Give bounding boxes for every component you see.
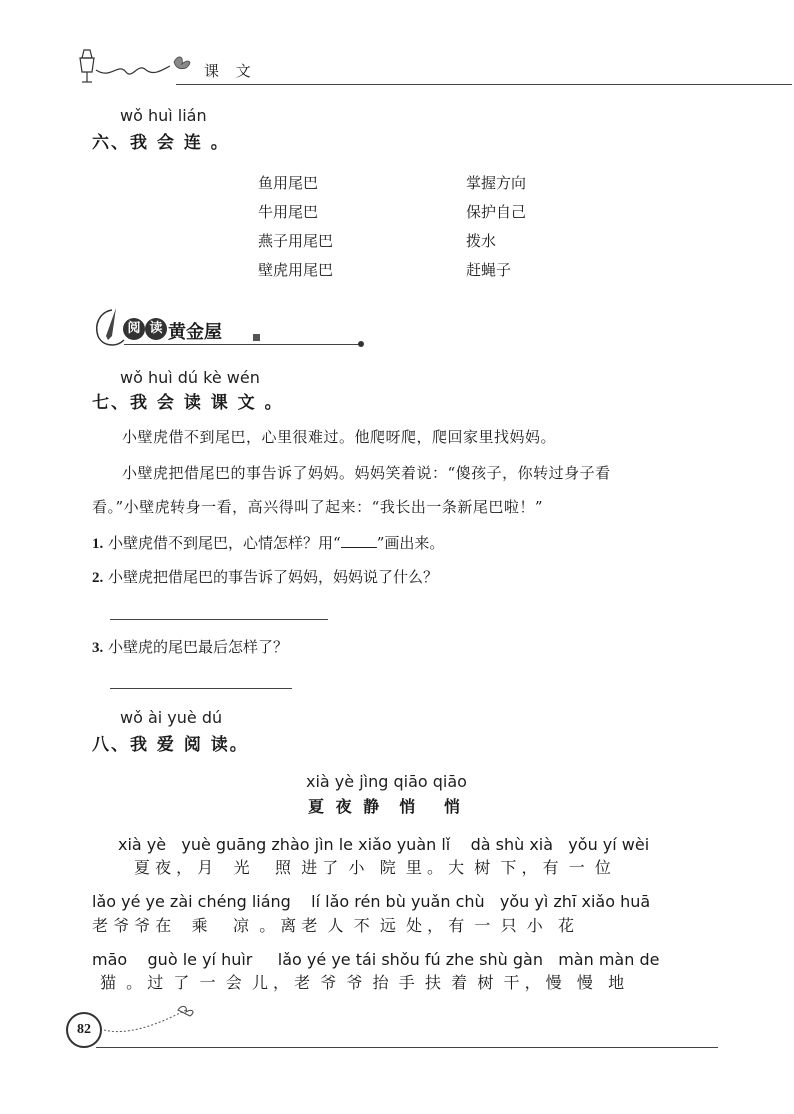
story-line-2-text: 老 爷 爷 在 乘 凉 。 离 老 人 不 远 处 ， 有 一 只 小 花 — [92, 916, 575, 935]
match-left-item[interactable]: 壁虎用尾巴 — [258, 261, 334, 279]
match-left-column — [258, 172, 333, 288]
story-line-1-pinyin: xià yè yuè guāng zhào jìn le xiǎo yuàn lǐ dà shù xià yǒu yí wèi — [118, 835, 650, 854]
match-right-item[interactable]: 掌握方向 — [466, 174, 527, 192]
question-1-text-a: 小壁虎借不到尾巴，心情怎样？用“ — [108, 534, 341, 552]
question-3 — [92, 636, 288, 657]
header-ornament — [66, 44, 206, 88]
underline-sample — [341, 535, 377, 548]
match-right-item[interactable]: 保护自己 — [466, 203, 527, 221]
story-line-2-pinyin: lǎo yé ye zài chéng liáng lí lǎo rén bù yuǎn chù yǒu yì zhī xiǎo huā — [92, 892, 651, 911]
question-2 — [92, 566, 438, 587]
section7-pinyin: wǒ huì dú kè wén — [120, 368, 260, 387]
page-number-badge: 82 — [66, 1012, 102, 1048]
story-line-3-text: 猫 。 过 了 一 会 儿 ， 老 爷 爷 抬 手 扶 着 树 干 ， 慢 慢 地 — [100, 973, 625, 992]
story-title-pinyin: xià yè jìng qiāo qiāo — [306, 772, 467, 791]
match-right-column — [466, 172, 526, 288]
answer-line-3[interactable] — [110, 688, 292, 689]
header-rule — [176, 84, 792, 85]
question-2-number: 2. — [92, 570, 104, 586]
story-line-1-text: 夏 夜 ， 月 光 照 进 了 小 院 里 。 大 树 下 ， 有 一 位 — [134, 858, 611, 877]
section8-heading: 八、我 爱 阅 读。 — [92, 735, 249, 755]
passage-para-1: 小壁虎借不到尾巴，心里很难过。他爬呀爬，爬回家里找妈妈。 — [122, 428, 557, 446]
question-2-text: 小壁虎把借尾巴的事告诉了妈妈，妈妈说了什么？ — [108, 568, 439, 586]
match-right-item[interactable]: 拨水 — [466, 232, 497, 250]
banner-square-icon — [253, 334, 260, 341]
question-1 — [92, 532, 444, 553]
section8-pinyin: wǒ ài yuè dú — [120, 708, 223, 727]
question-3-number: 3. — [92, 640, 104, 656]
section6-heading: 六、我 会 连 。 — [92, 133, 230, 153]
answer-line-2[interactable] — [110, 619, 328, 620]
banner-dot-icon — [358, 341, 364, 347]
question-1-number: 1. — [92, 536, 104, 552]
banner-badge-2: 读 — [145, 318, 167, 340]
section6-pinyin: wǒ huì lián — [120, 106, 207, 125]
match-left-item[interactable]: 牛用尾巴 — [258, 203, 319, 221]
footer-rule — [96, 1047, 718, 1048]
passage-para-2a: 小壁虎把借尾巴的事告诉了妈妈。妈妈笑着说：“傻孩子，你转过身子看 — [122, 464, 611, 482]
banner-badge-1: 阅 — [123, 318, 145, 340]
match-right-item[interactable]: 赶蝇子 — [466, 261, 512, 279]
banner-rule — [124, 344, 360, 345]
question-1-text-b: ”画出来。 — [376, 534, 445, 552]
story-title: 夏 夜 静 悄 悄 — [308, 797, 463, 816]
story-line-3-pinyin: māo guò le yí huìr lǎo yé ye tái shǒu fú zhe shù gàn màn màn de — [92, 950, 660, 969]
header-title: 课 文 — [204, 62, 257, 80]
match-left-item[interactable]: 鱼用尾巴 — [258, 174, 319, 192]
banner-title: 黄金屋 — [168, 322, 222, 343]
passage-para-2b: 看。”小壁虎转身一看，高兴得叫了起来：“我长出一条新尾巴啦！” — [92, 498, 544, 516]
match-left-item[interactable]: 燕子用尾巴 — [258, 232, 334, 250]
question-3-text: 小壁虎的尾巴最后怎样了？ — [108, 638, 289, 656]
section7-heading: 七、我 会 读 课 文 。 — [92, 393, 284, 413]
footer-ornament — [100, 1000, 200, 1036]
